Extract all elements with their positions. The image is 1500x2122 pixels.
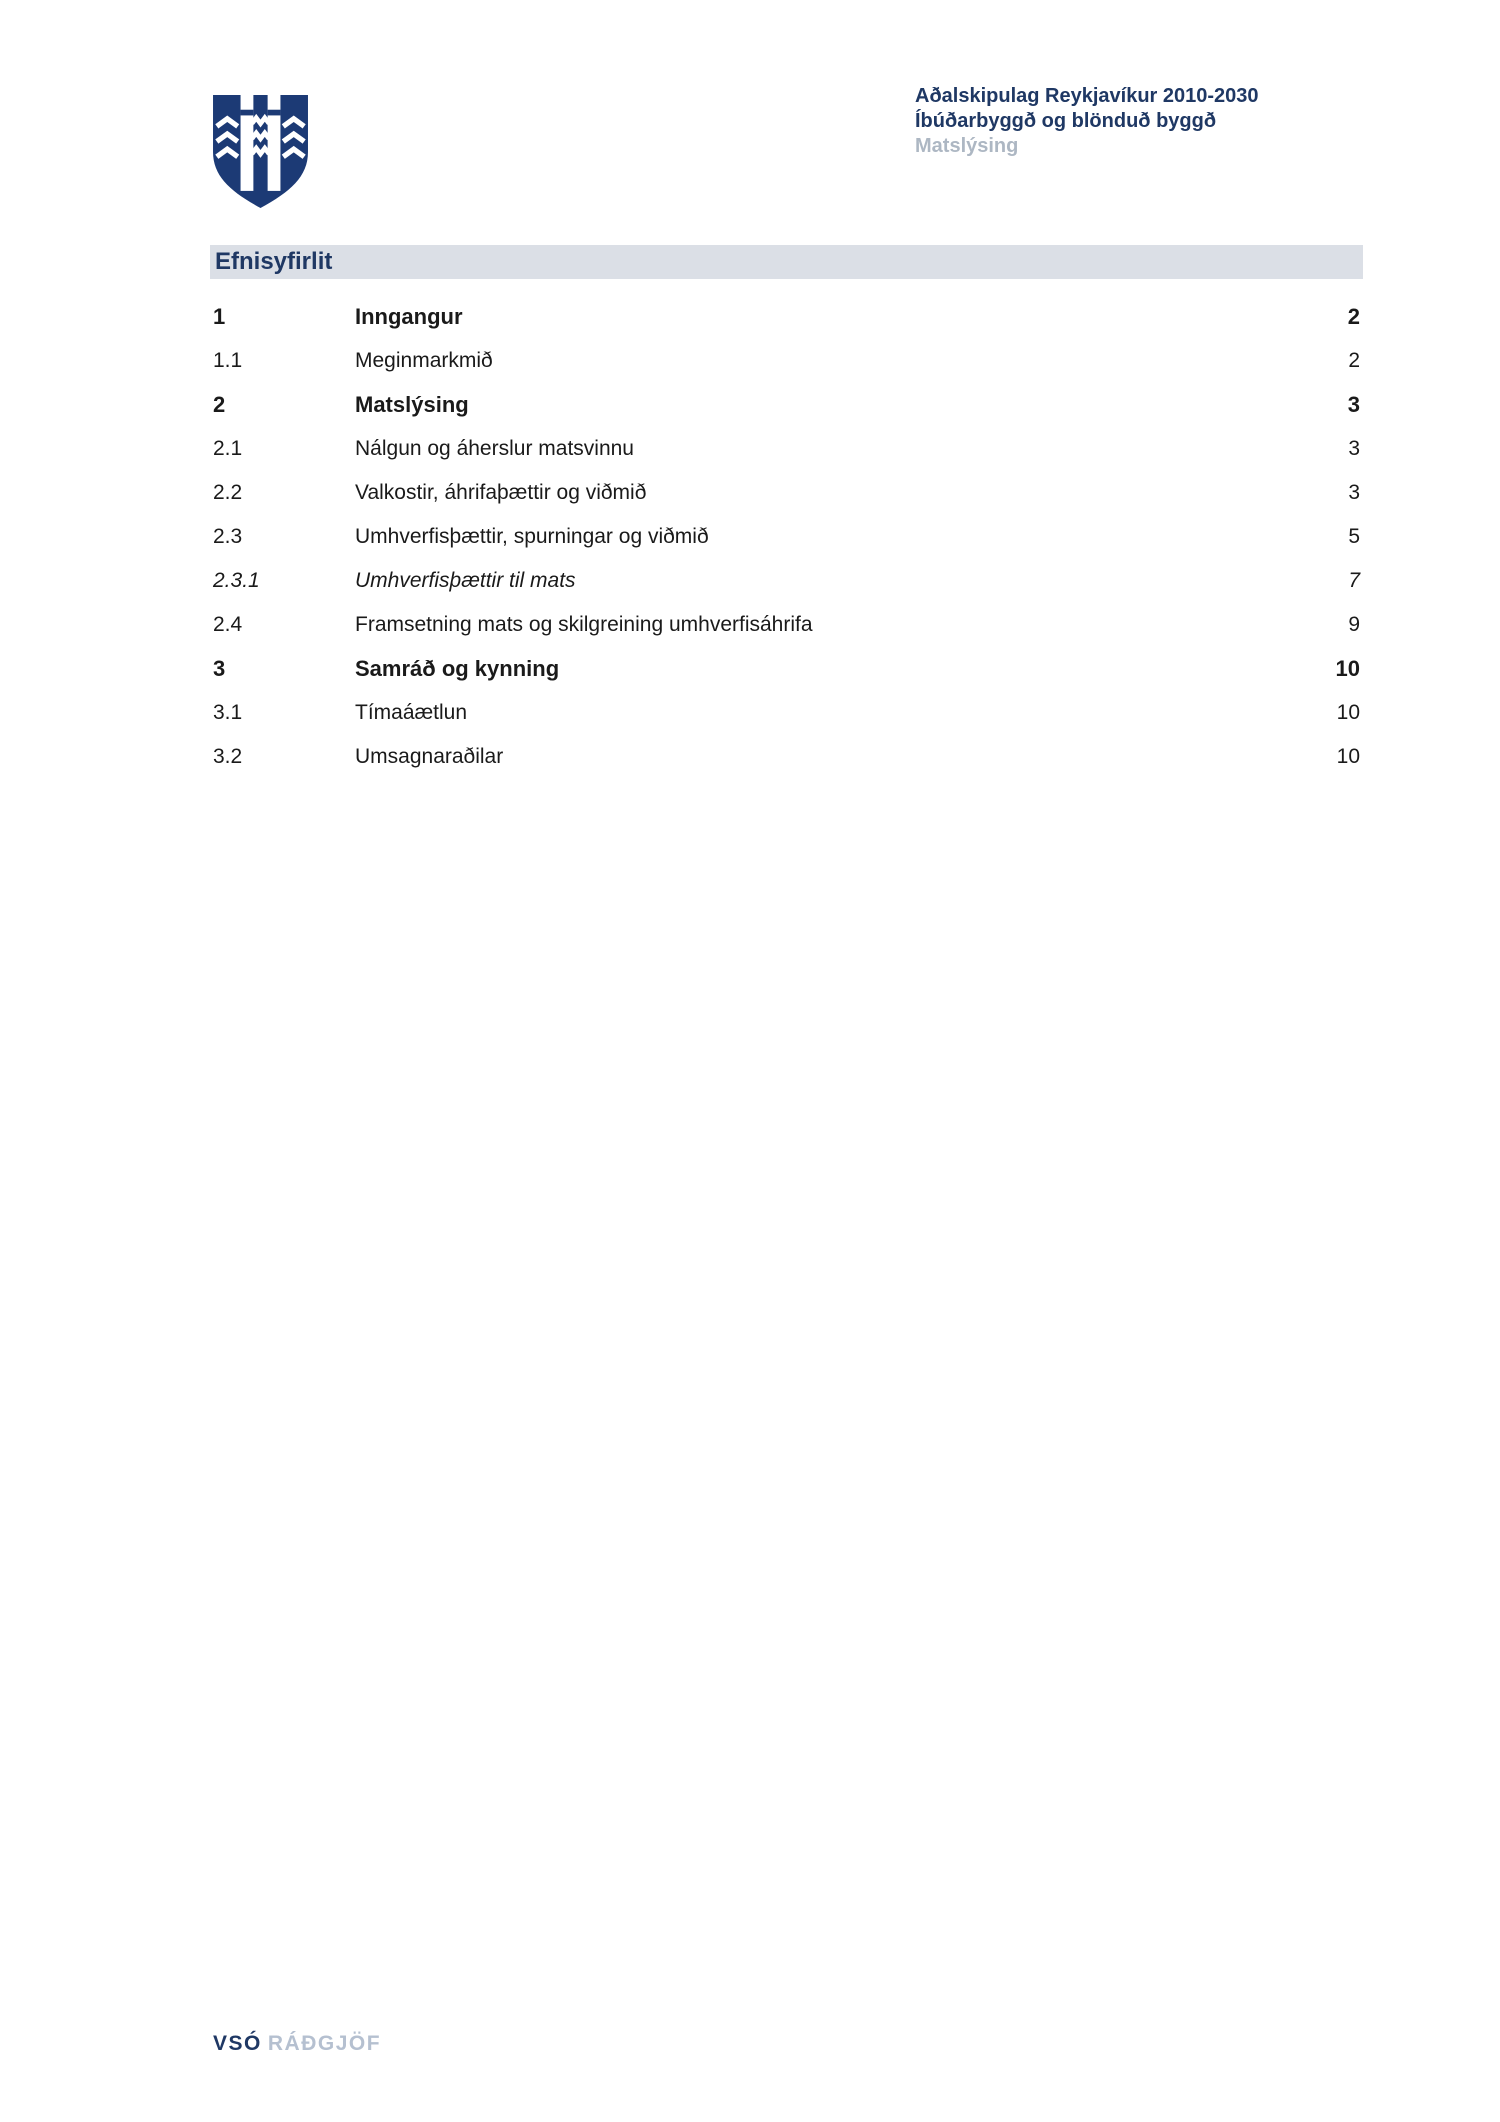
toc-entry[interactable] — [213, 391, 1360, 419]
toc-entry-page: 10 — [1336, 701, 1360, 724]
page-footer — [213, 2032, 381, 2056]
toc-entry-number: 1 — [213, 304, 226, 329]
toc-entry[interactable] — [213, 655, 1360, 683]
toc-entry-number: 1.1 — [213, 349, 243, 372]
toc-entry[interactable] — [213, 699, 1360, 727]
toc-list — [213, 303, 1360, 787]
toc-entry-number: 2 — [213, 392, 226, 417]
toc-entry-page: 2 — [1347, 304, 1360, 329]
toc-entry[interactable] — [213, 435, 1360, 463]
toc-entry-title[interactable]: Matslýsing — [355, 392, 469, 417]
toc-entry-number: 2.3.1 — [213, 569, 260, 592]
toc-entry[interactable] — [213, 303, 1360, 331]
toc-entry-number: 3.1 — [213, 701, 243, 724]
toc-entry-page: 10 — [1335, 656, 1360, 681]
toc-entry-title[interactable]: Umsagnaraðilar — [355, 745, 504, 768]
toc-entry-title[interactable]: Framsetning mats og skilgreining umhverfisáhrifa — [355, 613, 813, 636]
footer-brand-radgjof: RÁÐGJÖF — [267, 2032, 382, 2055]
vso-shield-logo — [213, 95, 308, 208]
toc-entry[interactable] — [213, 743, 1360, 771]
toc-entry-number: 2.3 — [213, 525, 243, 548]
toc-entry-title[interactable]: Nálgun og áherslur matsvinnu — [355, 437, 634, 460]
toc-entry-page: 7 — [1348, 569, 1360, 592]
toc-entry-title[interactable]: Tímaáætlun — [355, 701, 468, 724]
toc-entry[interactable] — [213, 347, 1360, 375]
toc-entry-title[interactable]: Inngangur — [355, 304, 463, 329]
document-subtitle: Matslýsing — [915, 135, 1019, 157]
toc-entry-title[interactable]: Umhverfisþættir, spurningar og viðmið — [355, 525, 709, 548]
toc-entry-page: 3 — [1347, 392, 1360, 417]
toc-entry-page: 2 — [1348, 349, 1360, 372]
toc-entry[interactable] — [213, 479, 1360, 507]
document-header — [915, 84, 1259, 159]
toc-entry-page: 9 — [1348, 613, 1360, 636]
toc-entry[interactable] — [213, 523, 1360, 551]
toc-entry-title[interactable]: Samráð og kynning — [355, 656, 560, 681]
document-title-line2: Íbúðarbyggð og blönduð byggð — [915, 110, 1217, 132]
toc-entry-number: 2.1 — [213, 437, 243, 460]
toc-entry-title[interactable]: Valkostir, áhrifaþættir og viðmið — [355, 481, 647, 504]
toc-entry-title[interactable]: Meginmarkmið — [355, 349, 493, 372]
toc-entry-number: 2.4 — [213, 613, 243, 636]
toc-heading-bar — [210, 245, 1363, 279]
toc-heading: Efnisyfirlit — [215, 248, 333, 275]
toc-entry-page: 10 — [1336, 745, 1360, 768]
document-title-line1: Aðalskipulag Reykjavíkur 2010-2030 — [915, 85, 1259, 107]
toc-entry-page: 5 — [1348, 525, 1360, 548]
toc-entry-number: 2.2 — [213, 481, 243, 504]
toc-entry-number: 3 — [213, 656, 226, 681]
toc-entry-page: 3 — [1348, 481, 1360, 504]
toc-entry-number: 3.2 — [213, 745, 243, 768]
toc-entry-title[interactable]: Umhverfisþættir til mats — [355, 569, 576, 592]
toc-entry-page: 3 — [1348, 437, 1360, 460]
toc-entry[interactable] — [213, 567, 1360, 595]
footer-brand-vso: VSÓ — [213, 2032, 262, 2055]
toc-entry[interactable] — [213, 611, 1360, 639]
